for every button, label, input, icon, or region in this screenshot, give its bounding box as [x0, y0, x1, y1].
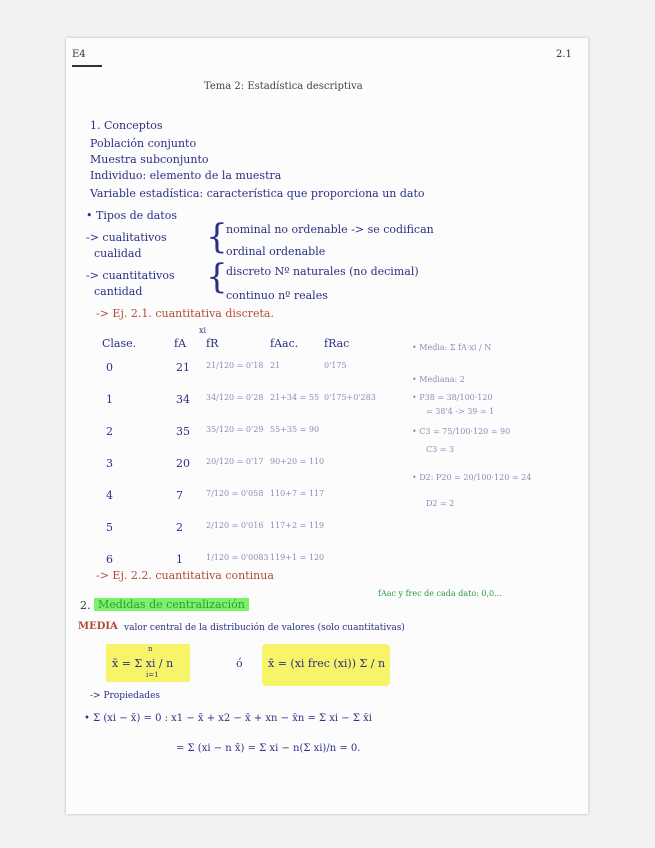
table-cell: 21+34 = 55 — [270, 393, 320, 402]
corner-underline — [72, 65, 102, 67]
quantitative-option: continuo nº reales — [226, 289, 328, 302]
notebook-page — [66, 38, 588, 814]
table-cell: 20 — [176, 457, 190, 470]
qualitative-option: ordinal ordenable — [226, 245, 326, 258]
example-note: fAac y frec de cada dato: 0,0... — [378, 589, 502, 598]
section-heading: Medidas de centralización — [94, 598, 249, 611]
concepts-heading: 1. Conceptos — [90, 119, 163, 132]
concept-item: Población conjunto — [90, 137, 197, 150]
table-header: fA — [174, 337, 187, 350]
table-cell: 5 — [106, 521, 113, 534]
table-cell: 34/120 = 0'28 — [206, 393, 264, 402]
table-cell: 1 — [106, 393, 113, 406]
data-types-heading: • Tipos de datos — [86, 209, 177, 222]
table-cell: 55+35 = 90 — [270, 425, 320, 434]
table-cell: 1/120 = 0'0083 — [206, 553, 269, 562]
table-cell: 7/120 = 0'058 — [206, 489, 264, 498]
side-note: • Mediana: 2 — [412, 375, 465, 384]
table-cell: 7 — [176, 489, 183, 502]
concept-item: Individuo: elemento de la muestra — [90, 169, 282, 182]
section-number: 2. — [80, 599, 91, 612]
qualitative-sub: cualidad — [94, 247, 142, 260]
table-cell: 20/120 = 0'17 — [206, 457, 264, 466]
table-cell: 4 — [106, 489, 113, 502]
table-cell: 21 — [270, 361, 281, 370]
example-title: -> Ej. 2.1. cuantitativa discreta. — [96, 307, 274, 320]
table-cell: 2/120 = 0'016 — [206, 521, 264, 530]
concept-item: Muestra subconjunto — [90, 153, 209, 166]
side-note: • D2: P20 = 20/100·120 = 24 — [412, 473, 532, 482]
table-cell: 21 — [176, 361, 190, 374]
corner-label-left: E4 — [72, 49, 86, 60]
properties-label: -> Propiedades — [90, 691, 161, 701]
table-cell: 3 — [106, 457, 113, 470]
qualitative-label: -> cualitativos — [86, 231, 167, 244]
table-cell: 110+7 = 117 — [270, 489, 325, 498]
brace-icon: { — [206, 257, 228, 297]
sum-upper-limit: n — [148, 645, 153, 653]
table-header: fAac. — [270, 337, 299, 350]
side-note: D2 = 2 — [426, 499, 455, 508]
page-title: Tema 2: Estadística descriptiva — [204, 81, 363, 92]
quantitative-label: -> cuantitativos — [86, 269, 175, 282]
sum-lower-limit: i=1 — [146, 671, 159, 679]
page-number: 2.1 — [556, 49, 572, 60]
table-cell: 2 — [176, 521, 183, 534]
table-cell: 34 — [176, 393, 190, 406]
table-cell: 0 — [106, 361, 113, 374]
side-note: C3 = 3 — [426, 445, 455, 454]
property-line: = Σ (xi − n x̄) = Σ xi − n(Σ xi)/n = 0. — [176, 743, 361, 754]
table-cell: 90+20 = 110 — [270, 457, 325, 466]
table-cell: 1 — [176, 553, 183, 566]
quantitative-option: discreto Nº naturales (no decimal) — [226, 265, 419, 278]
example-title: -> Ej. 2.2. cuantitativa continua — [96, 569, 274, 582]
media-description: valor central de la distribución de valores (solo cuantitativas) — [124, 623, 405, 633]
table-cell: 2 — [106, 425, 113, 438]
mean-formula: x̄ = Σ xi / n — [112, 657, 174, 670]
side-note: = 38'4 -> 39 = 1 — [426, 407, 495, 416]
table-cell: 35 — [176, 425, 190, 438]
table-cell: 6 — [106, 553, 113, 566]
table-header: Clase. — [102, 337, 137, 350]
side-note: • C3 = 75/100·120 = 90 — [412, 427, 511, 436]
property-line: • Σ (xi − x̄) = 0 : x1 − x̄ + x2 − x̄ + xn − x̄n = Σ xi − Σ x̄i — [84, 713, 372, 724]
quantitative-sub: cantidad — [94, 285, 143, 298]
media-label: MEDIA — [78, 621, 118, 632]
table-header: fRac — [324, 337, 350, 350]
qualitative-option: nominal no ordenable -> se codifican — [226, 223, 434, 236]
brace-icon: { — [206, 217, 228, 257]
table-header: fR — [206, 337, 219, 350]
table-cell: 119+1 = 120 — [270, 553, 325, 562]
or-label: ó — [236, 657, 243, 670]
concept-item: Variable estadística: característica que proporciona un dato — [90, 187, 425, 200]
table-cell: 0'175+0'283 — [324, 393, 376, 402]
side-note: • Media: Σ fA·xi / N — [412, 343, 492, 352]
side-note: • P38 = 38/100·120 — [412, 393, 493, 402]
table-cell: 35/120 = 0'29 — [206, 425, 264, 434]
table-cell: 117+2 = 119 — [270, 521, 325, 530]
weighted-mean-formula: x̄ = (xi frec (xi)) Σ / n — [268, 657, 386, 670]
table-cell: 21/120 = 0'18 — [206, 361, 264, 370]
table-cell: 0'175 — [324, 361, 347, 370]
header-superscript: xi — [199, 326, 207, 335]
